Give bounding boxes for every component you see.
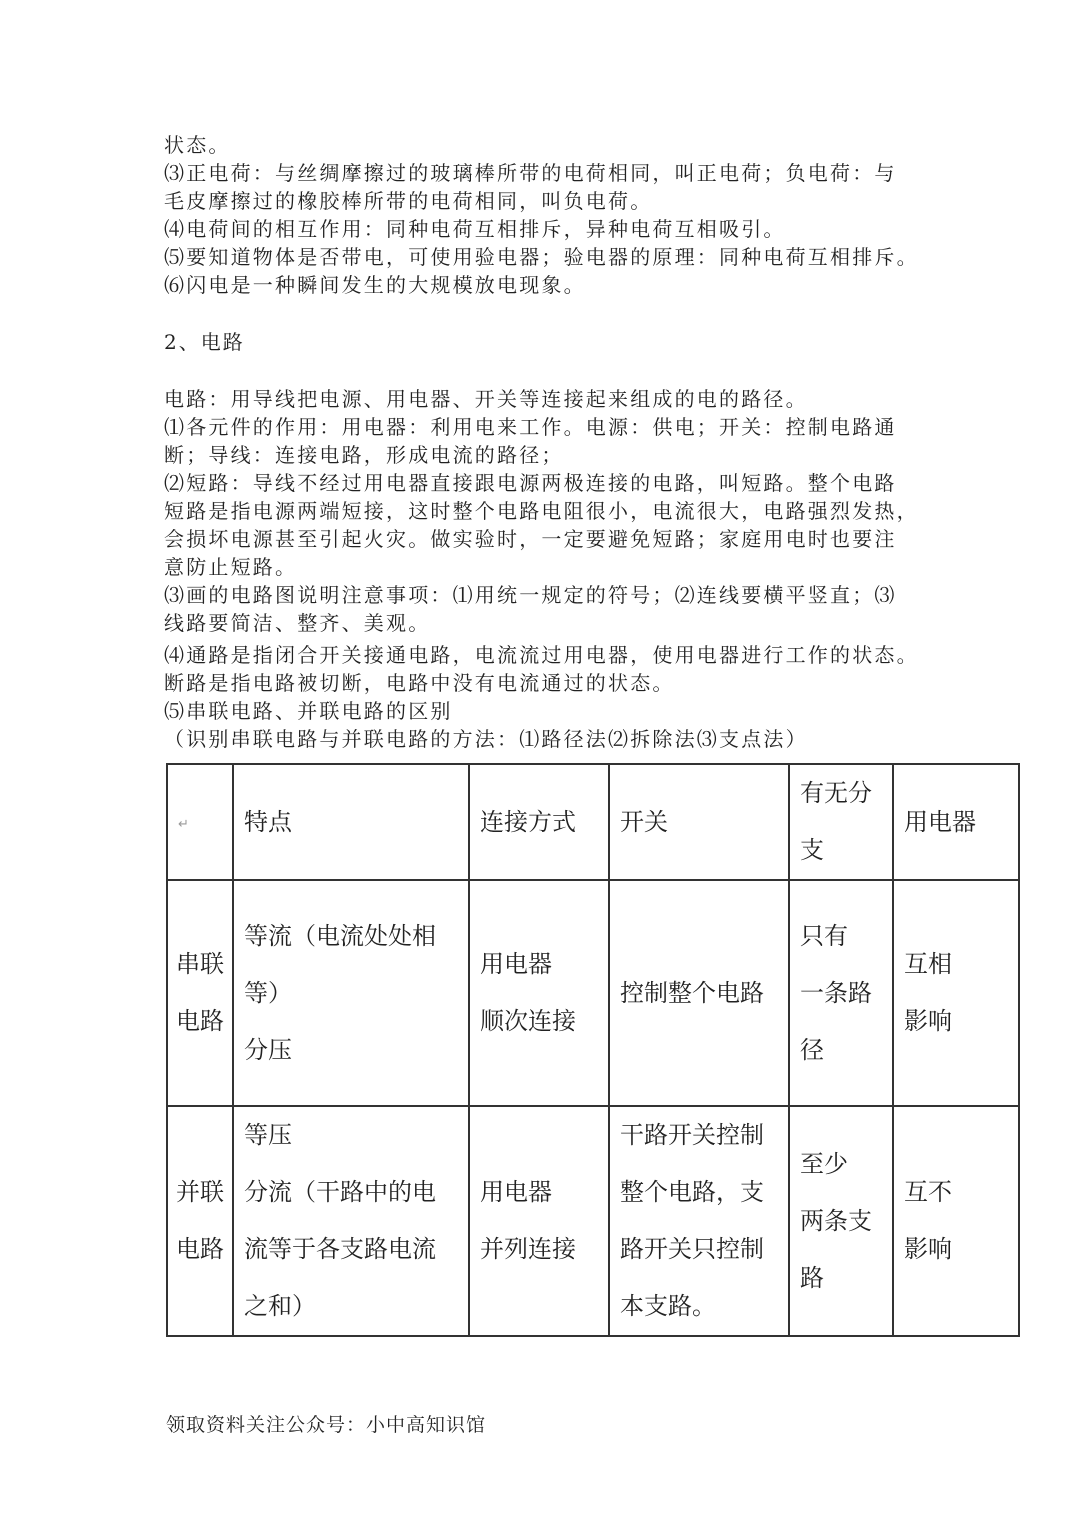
table-row-series <box>167 880 1019 1106</box>
branch-text: 只有 <box>800 921 848 950</box>
header-device: 用电器 <box>893 764 1019 880</box>
feature-text: 分流（干路中的电流等于各支路电流之和） <box>244 1178 436 1320</box>
text-line: 会损坏电源甚至引起火灾。做实验时，一定要避免短路；家庭用电时也要注 <box>164 527 897 551</box>
text-line: ⑵短路：导线不经过用电器直接跟电源两极连接的电路，叫短路。整个电路 <box>164 471 897 495</box>
section-heading: 2、电路 <box>164 330 245 354</box>
text-line: ⑸要知道物体是否带电，可使用验电器；验电器的原理：同种电荷互相排斥。 <box>164 245 919 269</box>
footer-note: 领取资料关注公众号：小中高知识馆 <box>166 1414 487 1436</box>
header-corner-cell <box>167 764 233 880</box>
branch-text: 一条路径 <box>800 978 872 1064</box>
connection-text: 顺次连接 <box>480 1007 576 1035</box>
text-line: 断路是指电路被切断，电路中没有电流通过的状态。 <box>164 671 675 695</box>
switch-cell: 干路开关控制整个电路，支路开关只控制本支路。 <box>609 1106 789 1336</box>
text-line: 电路：用导线把电源、用电器、开关等连接起来组成的电的路径。 <box>164 387 808 411</box>
text-line: ⑶画的电路图说明注意事项：⑴用统一规定的符号；⑵连线要横平竖直；⑶ <box>164 583 897 607</box>
device-text: 互不 <box>904 1178 952 1206</box>
connection-text: 并列连接 <box>480 1235 576 1263</box>
comparison-table <box>166 763 1020 1337</box>
table-header-row <box>167 764 1019 880</box>
text-line: （识别串联电路与并联电路的方法：⑴路径法⑵拆除法⑶支点法） <box>164 727 808 751</box>
branch-text: 至少 <box>800 1149 848 1178</box>
device-text: 影响 <box>904 1007 952 1035</box>
feature-text: 等压 <box>244 1121 292 1149</box>
features-cell <box>233 1106 469 1336</box>
row-label-series: 串联电路 <box>167 880 233 1106</box>
features-cell <box>233 880 469 1106</box>
text-line: ⑹闪电是一种瞬间发生的大规模放电现象。 <box>164 273 586 297</box>
text-line: 意防止短路。 <box>164 555 298 579</box>
branch-cell <box>789 1106 893 1336</box>
connection-cell <box>469 880 609 1106</box>
connection-text: 用电器 <box>480 1178 552 1206</box>
switch-cell: 控制整个电路 <box>609 880 789 1106</box>
header-switch: 开关 <box>609 764 789 880</box>
text-line: 毛皮摩擦过的橡胶棒所带的电荷相同，叫负电荷。 <box>164 189 653 213</box>
text-line: 状态。 <box>164 133 231 157</box>
text-line: ⑶正电荷：与丝绸摩擦过的玻璃棒所带的电荷相同，叫正电荷；负电荷：与 <box>164 161 897 185</box>
return-mark: ↵ <box>178 816 189 832</box>
text-line: ⑴各元件的作用：用电器：利用电来工作。电源：供电；开关：控制电路通 <box>164 415 897 439</box>
feature-text: 等流（电流处处相等） <box>244 921 436 1007</box>
text-line: ⑷通路是指闭合开关接通电路，电流流过用电器，使用电器进行工作的状态。 <box>164 643 919 667</box>
device-cell <box>893 880 1019 1106</box>
branch-cell <box>789 880 893 1106</box>
feature-text: 分压 <box>244 1035 292 1064</box>
text-line: ⑸串联电路、并联电路的区别 <box>164 699 453 723</box>
text-line: 短路是指电源两端短接，这时整个电路电阻很小，电流很大，电路强烈发热， <box>164 499 919 523</box>
branch-text: 两条支路 <box>800 1206 872 1292</box>
text-line: 断；导线：连接电路，形成电流的路径； <box>164 443 564 467</box>
connection-cell <box>469 1106 609 1336</box>
connection-text: 用电器 <box>480 950 552 978</box>
header-connection: 连接方式 <box>469 764 609 880</box>
device-cell <box>893 1106 1019 1336</box>
device-text: 互相 <box>904 950 952 978</box>
text-line: ⑷电荷间的相互作用：同种电荷互相排斥，异种电荷互相吸引。 <box>164 217 786 241</box>
row-label-parallel: 并联电路 <box>167 1106 233 1336</box>
text-line: 线路要简洁、整齐、美观。 <box>164 611 431 635</box>
header-features: 特点 <box>233 764 469 880</box>
header-branch: 有无分支 <box>789 764 893 880</box>
table-row-parallel <box>167 1106 1019 1336</box>
device-text: 影响 <box>904 1235 952 1263</box>
